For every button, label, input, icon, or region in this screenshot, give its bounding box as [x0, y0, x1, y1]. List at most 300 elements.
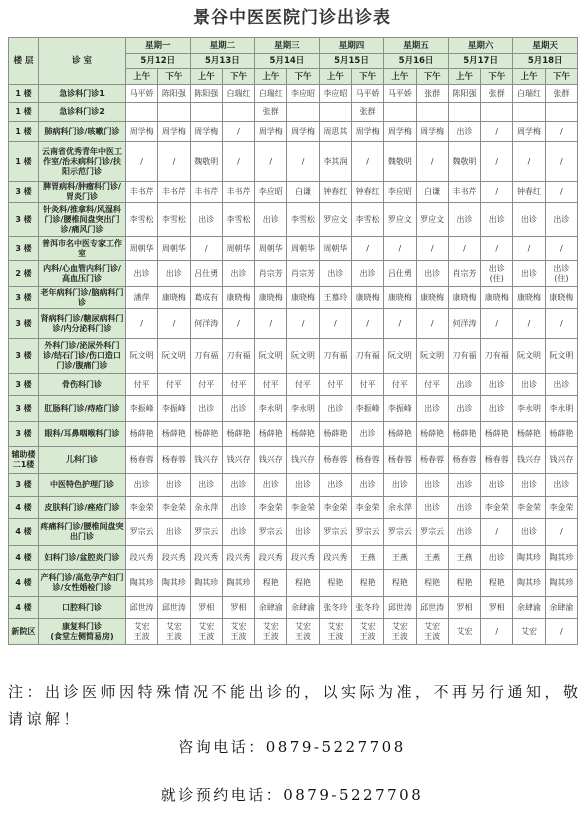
doctor-slot-cell: 钱兴存 — [513, 447, 545, 474]
floor-cell: 3 楼 — [9, 203, 39, 237]
doctor-slot-cell: / — [481, 237, 513, 261]
doctor-slot-cell: 李雪松 — [126, 203, 158, 237]
doctor-slot-cell: 邱世涛 — [126, 597, 158, 619]
doctor-slot-cell: 付平 — [416, 374, 448, 396]
doctor-slot-cell: 陶其珍 — [545, 570, 577, 597]
doctor-slot-cell: 杨春蓉 — [416, 447, 448, 474]
table-row — [9, 546, 578, 570]
doctor-slot-cell: 出诊 — [545, 203, 577, 237]
doctor-slot-cell: / — [416, 142, 448, 182]
doctor-slot-cell: 魏敬明 — [190, 142, 222, 182]
doctor-slot-cell: 罗宗云 — [126, 519, 158, 546]
doctor-slot-cell: 周学梅 — [158, 122, 190, 142]
doctor-slot-cell: 吕仕勇 — [384, 261, 416, 287]
doctor-slot-cell: 周学梅 — [351, 122, 383, 142]
floor-cell: 3 楼 — [9, 396, 39, 422]
doctor-slot-cell: 出诊 — [222, 396, 254, 422]
floor-cell: 3 楼 — [9, 287, 39, 309]
doctor-slot-cell: 出诊 — [448, 519, 480, 546]
doctor-slot-cell: 出诊 — [481, 203, 513, 237]
doctor-slot-cell: 艾宏 — [448, 619, 480, 645]
doctor-slot-cell: 杨薛艳 — [384, 422, 416, 447]
doctor-slot-cell: 康晓梅 — [287, 287, 319, 309]
pm-header: 下午 — [351, 69, 383, 85]
doctor-slot-cell — [416, 103, 448, 122]
doctor-slot-cell: 杨春蓉 — [319, 447, 351, 474]
doctor-slot-cell: 程艳 — [481, 570, 513, 597]
doctor-slot-cell: 出诊 — [319, 474, 351, 497]
doctor-slot-cell: 杨春蓉 — [126, 447, 158, 474]
table-row — [9, 103, 578, 122]
doctor-slot-cell: 李振峰 — [126, 396, 158, 422]
floor-cell: 3 楼 — [9, 339, 39, 374]
doctor-slot-cell: 马平娇 — [126, 85, 158, 103]
floor-cell: 1 楼 — [9, 85, 39, 103]
doctor-slot-cell: 杨薛艳 — [448, 422, 480, 447]
doctor-slot-cell: 出诊 — [351, 474, 383, 497]
doctor-slot-cell: 刀有福 — [190, 339, 222, 374]
doctor-slot-cell: 周学梅 — [126, 122, 158, 142]
day-header: 星期天 — [513, 38, 578, 54]
doctor-slot-cell: 段兴秀 — [255, 546, 287, 570]
doctor-slot-cell: 出诊 — [190, 203, 222, 237]
room-header: 诊 室 — [39, 38, 126, 85]
table-row — [9, 422, 578, 447]
date-header: 5月12日 — [126, 54, 191, 69]
doctor-slot-cell: 周学梅 — [255, 122, 287, 142]
doctor-slot-cell: / — [158, 142, 190, 182]
doctor-slot-cell: 周朝华 — [255, 237, 287, 261]
doctor-slot-cell: 肖宗芳 — [255, 261, 287, 287]
doctor-slot-cell: 出诊 — [351, 261, 383, 287]
doctor-slot-cell: 康晓梅 — [384, 287, 416, 309]
schedule-body — [9, 85, 578, 645]
clinic-room-cell: 口腔科门诊 — [39, 597, 126, 619]
doctor-slot-cell: 肖宗芳 — [448, 261, 480, 287]
doctor-slot-cell: 杨春蓉 — [158, 447, 190, 474]
doctor-slot-cell — [319, 103, 351, 122]
doctor-slot-cell: 李应昭 — [319, 85, 351, 103]
doctor-slot-cell: / — [255, 309, 287, 339]
doctor-slot-cell: / — [222, 142, 254, 182]
day-header: 星期五 — [384, 38, 449, 54]
doctor-slot-cell: 李金荣 — [126, 497, 158, 519]
date-header: 5月15日 — [319, 54, 384, 69]
doctor-slot-cell: / — [351, 237, 383, 261]
doctor-slot-cell: 杨春蓉 — [481, 447, 513, 474]
doctor-slot-cell: 出诊 — [158, 474, 190, 497]
pm-header: 下午 — [222, 69, 254, 85]
doctor-slot-cell: 付平 — [319, 374, 351, 396]
table-row — [9, 570, 578, 597]
floor-cell: 4 楼 — [9, 597, 39, 619]
day-header: 星期三 — [255, 38, 320, 54]
table-row — [9, 122, 578, 142]
doctor-slot-cell: 周学梅 — [190, 122, 222, 142]
doctor-slot-cell: 艾宏 王波 — [255, 619, 287, 645]
table-row — [9, 396, 578, 422]
doctor-slot-cell: 邱世涛 — [158, 597, 190, 619]
doctor-slot-cell: 付平 — [255, 374, 287, 396]
floor-cell: 2 楼 — [9, 261, 39, 287]
clinic-room-cell: 针灸科/推拿科/风湿科门诊/腰椎间盘突出门诊/痛风门诊 — [39, 203, 126, 237]
page-title: 景谷中医医院门诊出诊表 — [193, 8, 391, 28]
doctor-slot-cell: 杨薛艳 — [287, 422, 319, 447]
schedule-header — [9, 38, 578, 85]
doctor-slot-cell: / — [287, 142, 319, 182]
doctor-slot-cell: 阮文明 — [416, 339, 448, 374]
schedule-table — [8, 37, 578, 645]
am-header: 上午 — [448, 69, 480, 85]
doctor-slot-cell: 出诊 — [448, 474, 480, 497]
doctor-slot-cell: 王慕玲 — [319, 287, 351, 309]
doctor-slot-cell: / — [255, 142, 287, 182]
table-row — [9, 519, 578, 546]
doctor-slot-cell: 出诊 (住) — [545, 261, 577, 287]
doctor-slot-cell: 阮文明 — [255, 339, 287, 374]
doctor-slot-cell: 钟春红 — [319, 182, 351, 203]
clinic-room-cell: 儿科门诊 — [39, 447, 126, 474]
table-row — [9, 497, 578, 519]
doctor-slot-cell: 李振峰 — [384, 396, 416, 422]
doctor-slot-cell: 杨薛艳 — [222, 422, 254, 447]
doctor-slot-cell: / — [384, 309, 416, 339]
doctor-slot-cell: 陈阳强 — [448, 85, 480, 103]
doctor-slot-cell: 陈阳强 — [158, 85, 190, 103]
doctor-slot-cell: 丰书芹 — [158, 182, 190, 203]
doctor-slot-cell: 付平 — [222, 374, 254, 396]
doctor-slot-cell: / — [545, 182, 577, 203]
doctor-slot-cell: 周朝华 — [158, 237, 190, 261]
doctor-slot-cell: 程艳 — [448, 570, 480, 597]
date-header: 5月18日 — [513, 54, 578, 69]
doctor-slot-cell: 康晓梅 — [448, 287, 480, 309]
doctor-slot-cell: 阮文明 — [287, 339, 319, 374]
doctor-slot-cell: 出诊 — [190, 396, 222, 422]
doctor-slot-cell: / — [545, 142, 577, 182]
doctor-slot-cell: 罗宗云 — [319, 519, 351, 546]
floor-cell: 1 楼 — [9, 103, 39, 122]
doctor-slot-cell — [448, 103, 480, 122]
doctor-slot-cell: 李金荣 — [255, 497, 287, 519]
doctor-slot-cell: 李应昭 — [384, 182, 416, 203]
doctor-slot-cell: 出诊 — [222, 261, 254, 287]
doctor-slot-cell: 杨薛艳 — [481, 422, 513, 447]
doctor-slot-cell: 丰书芹 — [190, 182, 222, 203]
pm-header: 下午 — [416, 69, 448, 85]
doctor-slot-cell: 马平娇 — [384, 85, 416, 103]
doctor-slot-cell: 康晓梅 — [545, 287, 577, 309]
pm-header: 下午 — [287, 69, 319, 85]
doctor-slot-cell: 李雪松 — [351, 203, 383, 237]
doctor-slot-cell: 邱世涛 — [384, 597, 416, 619]
doctor-slot-cell — [190, 103, 222, 122]
doctor-slot-cell: 康晓梅 — [222, 287, 254, 309]
doctor-slot-cell: 白瑞红 — [255, 85, 287, 103]
floor-cell: 3 楼 — [9, 374, 39, 396]
doctor-slot-cell: / — [481, 122, 513, 142]
doctor-slot-cell: 周朝华 — [319, 237, 351, 261]
doctor-slot-cell: 艾宏 王波 — [384, 619, 416, 645]
doctor-slot-cell: / — [448, 237, 480, 261]
doctor-slot-cell: 付平 — [158, 374, 190, 396]
doctor-slot-cell: 罗相 — [190, 597, 222, 619]
doctor-slot-cell: 李雪松 — [287, 203, 319, 237]
doctor-slot-cell: 出诊 — [513, 203, 545, 237]
doctor-slot-cell: 马平娇 — [351, 85, 383, 103]
doctor-slot-cell: 余肆渝 — [545, 597, 577, 619]
clinic-room-cell: 内科/心血管内科门诊/高血压门诊 — [39, 261, 126, 287]
doctor-slot-cell: 段兴秀 — [158, 546, 190, 570]
doctor-slot-cell: 付平 — [351, 374, 383, 396]
clinic-room-cell: 骨伤科门诊 — [39, 374, 126, 396]
consult-phone: 咨询电话：0879-5227708 — [178, 738, 406, 756]
doctor-slot-cell: 魏敬明 — [448, 142, 480, 182]
doctor-slot-cell: / — [481, 309, 513, 339]
floor-cell: 3 楼 — [9, 422, 39, 447]
doctor-slot-cell: / — [222, 309, 254, 339]
doctor-slot-cell: 出诊 — [448, 122, 480, 142]
doctor-slot-cell: 出诊 — [481, 474, 513, 497]
doctor-slot-cell: / — [545, 519, 577, 546]
doctor-slot-cell: 王燕 — [416, 546, 448, 570]
floor-cell: 1 楼 — [9, 142, 39, 182]
doctor-slot-cell: 出诊 — [158, 519, 190, 546]
doctor-slot-cell: / — [158, 309, 190, 339]
doctor-slot-cell: 张群 — [481, 85, 513, 103]
doctor-slot-cell: 钱兴存 — [287, 447, 319, 474]
day-header: 星期一 — [126, 38, 191, 54]
clinic-room-cell: 疼痛科门诊/腰椎间盘突出门诊 — [39, 519, 126, 546]
table-row — [9, 619, 578, 645]
doctor-slot-cell: / — [481, 619, 513, 645]
doctor-slot-cell: 程艳 — [255, 570, 287, 597]
doctor-slot-cell: 出诊 — [319, 396, 351, 422]
table-row — [9, 339, 578, 374]
doctor-slot-cell: 钱兴存 — [190, 447, 222, 474]
doctor-slot-cell: 段兴秀 — [126, 546, 158, 570]
clinic-room-cell: 肺病科门诊/咳嗽门诊 — [39, 122, 126, 142]
doctor-slot-cell: 罗相 — [481, 597, 513, 619]
doctor-slot-cell: 陶其珍 — [513, 570, 545, 597]
floor-cell: 4 楼 — [9, 570, 39, 597]
floor-cell: 4 楼 — [9, 497, 39, 519]
floor-cell: 3 楼 — [9, 474, 39, 497]
doctor-slot-cell: 程艳 — [319, 570, 351, 597]
doctor-slot-cell: 罗相 — [448, 597, 480, 619]
day-header: 星期四 — [319, 38, 384, 54]
doctor-slot-cell: / — [513, 142, 545, 182]
doctor-slot-cell: 张群 — [351, 103, 383, 122]
doctor-slot-cell: 陶其珍 — [545, 546, 577, 570]
doctor-slot-cell: 张冬玲 — [351, 597, 383, 619]
doctor-slot-cell: 阮文明 — [545, 339, 577, 374]
notice-text: 注：出诊医师因特殊情况不能出诊的，以实际为准，不再另行通知，敬请谅解！ — [8, 683, 582, 728]
doctor-slot-cell: 艾宏 王波 — [287, 619, 319, 645]
doctor-slot-cell: 李永明 — [255, 396, 287, 422]
doctor-slot-cell: 魏敬明 — [384, 142, 416, 182]
doctor-slot-cell — [513, 103, 545, 122]
doctor-slot-cell: 出诊 — [448, 497, 480, 519]
floor-cell: 4 楼 — [9, 519, 39, 546]
doctor-slot-cell: / — [126, 309, 158, 339]
doctor-slot-cell: / — [416, 237, 448, 261]
doctor-slot-cell: 付平 — [190, 374, 222, 396]
doctor-slot-cell: 吕仕勇 — [190, 261, 222, 287]
doctor-slot-cell: 余肆渝 — [287, 597, 319, 619]
doctor-slot-cell: 杨薛艳 — [416, 422, 448, 447]
doctor-slot-cell: 陶其珍 — [513, 546, 545, 570]
doctor-slot-cell: / — [545, 309, 577, 339]
doctor-slot-cell: / — [545, 122, 577, 142]
doctor-slot-cell: 杨薛艳 — [158, 422, 190, 447]
clinic-room-cell: 肾病科门诊/糖尿病科门诊/内分泌科门诊 — [39, 309, 126, 339]
doctor-slot-cell: 潘萍 — [126, 287, 158, 309]
doctor-slot-cell: 李金荣 — [545, 497, 577, 519]
doctor-slot-cell: 陈阳强 — [190, 85, 222, 103]
doctor-slot-cell: 陶其珍 — [158, 570, 190, 597]
doctor-slot-cell: 出诊 — [222, 474, 254, 497]
doctor-slot-cell: / — [513, 309, 545, 339]
doctor-slot-cell: 罗应文 — [384, 203, 416, 237]
doctor-slot-cell: 钟春红 — [351, 182, 383, 203]
doctor-slot-cell: 阮文明 — [513, 339, 545, 374]
doctor-slot-cell: 李雪松 — [158, 203, 190, 237]
doctor-slot-cell: 出诊 — [126, 261, 158, 287]
doctor-slot-cell: / — [126, 142, 158, 182]
doctor-slot-cell: 康晓梅 — [416, 287, 448, 309]
clinic-room-cell: 皮肤科门诊/痤疮门诊 — [39, 497, 126, 519]
floor-cell: 3 楼 — [9, 237, 39, 261]
header-row-days — [9, 38, 578, 54]
doctor-slot-cell: 钱兴存 — [222, 447, 254, 474]
am-header: 上午 — [319, 69, 351, 85]
doctor-slot-cell: 陶其珍 — [222, 570, 254, 597]
doctor-slot-cell: 艾宏 王波 — [158, 619, 190, 645]
doctor-slot-cell: 钟春红 — [513, 182, 545, 203]
doctor-slot-cell: 阮文明 — [384, 339, 416, 374]
doctor-slot-cell: 出诊 — [416, 474, 448, 497]
clinic-room-cell: 外科门诊/泌尿外科门诊/结石门诊/伤口造口门诊/腹痛门诊 — [39, 339, 126, 374]
doctor-slot-cell: 周学梅 — [287, 122, 319, 142]
floor-cell: 4 楼 — [9, 546, 39, 570]
doctor-slot-cell — [126, 103, 158, 122]
doctor-slot-cell: 艾宏 王波 — [190, 619, 222, 645]
doctor-slot-cell: 出诊 — [222, 497, 254, 519]
doctor-slot-cell: 李金荣 — [158, 497, 190, 519]
doctor-slot-cell: 李金荣 — [513, 497, 545, 519]
doctor-slot-cell: 刀有福 — [481, 339, 513, 374]
table-row — [9, 374, 578, 396]
doctor-slot-cell: 刀有福 — [351, 339, 383, 374]
doctor-slot-cell: / — [545, 237, 577, 261]
doctor-slot-cell: 白瑞红 — [513, 85, 545, 103]
doctor-slot-cell: 李雪松 — [222, 203, 254, 237]
am-header: 上午 — [255, 69, 287, 85]
table-row — [9, 447, 578, 474]
doctor-slot-cell: 付平 — [126, 374, 158, 396]
doctor-slot-cell: 程艳 — [351, 570, 383, 597]
doctor-slot-cell: 康晓梅 — [255, 287, 287, 309]
doctor-slot-cell: 李永明 — [545, 396, 577, 422]
doctor-slot-cell: 阮文明 — [126, 339, 158, 374]
doctor-slot-cell: 罗宗云 — [255, 519, 287, 546]
date-header: 5月16日 — [384, 54, 449, 69]
doctor-slot-cell: / — [222, 122, 254, 142]
doctor-slot-cell: 白谦 — [287, 182, 319, 203]
doctor-slot-cell: 杨薛艳 — [190, 422, 222, 447]
floor-cell: 辅助楼二1楼 — [9, 447, 39, 474]
day-header: 星期二 — [190, 38, 255, 54]
floor-cell: 3 楼 — [9, 309, 39, 339]
doctor-slot-cell: 李振峰 — [351, 396, 383, 422]
pm-header: 下午 — [545, 69, 577, 85]
doctor-slot-cell: 周思其 — [319, 122, 351, 142]
am-header: 上午 — [126, 69, 158, 85]
doctor-slot-cell: 周学梅 — [384, 122, 416, 142]
doctor-slot-cell: 付平 — [384, 374, 416, 396]
am-header: 上午 — [513, 69, 545, 85]
doctor-slot-cell: 杨薛艳 — [545, 422, 577, 447]
doctor-slot-cell: 周朝华 — [287, 237, 319, 261]
doctor-slot-cell: 王燕 — [448, 546, 480, 570]
table-row — [9, 142, 578, 182]
doctor-slot-cell: 出诊 — [287, 474, 319, 497]
doctor-slot-cell: 李振峰 — [158, 396, 190, 422]
doctor-slot-cell: 段兴秀 — [222, 546, 254, 570]
doctor-slot-cell: 出诊 — [222, 519, 254, 546]
doctor-slot-cell: 出诊 — [351, 422, 383, 447]
doctor-slot-cell: 康晓梅 — [513, 287, 545, 309]
pm-header: 下午 — [481, 69, 513, 85]
doctor-slot-cell: 程艳 — [416, 570, 448, 597]
doctor-slot-cell: 钱兴存 — [255, 447, 287, 474]
doctor-slot-cell: / — [287, 309, 319, 339]
doctor-slot-cell: 出诊 — [416, 497, 448, 519]
table-row — [9, 287, 578, 309]
doctor-slot-cell: 张群 — [255, 103, 287, 122]
day-header: 星期六 — [448, 38, 513, 54]
doctor-slot-cell: 杨薛艳 — [255, 422, 287, 447]
table-row — [9, 597, 578, 619]
doctor-slot-cell: 陶其珍 — [126, 570, 158, 597]
doctor-slot-cell: 出诊 — [126, 474, 158, 497]
doctor-slot-cell: / — [545, 619, 577, 645]
doctor-slot-cell: 何洋涛 — [448, 309, 480, 339]
floor-header: 楼 层 — [9, 38, 39, 85]
doctor-slot-cell: 张冬玲 — [319, 597, 351, 619]
doctor-slot-cell: 段兴秀 — [319, 546, 351, 570]
date-header: 5月13日 — [190, 54, 255, 69]
doctor-slot-cell: 出诊 — [481, 374, 513, 396]
clinic-room-cell: 产科门诊/高危孕产妇门诊/女性婚检门诊 — [39, 570, 126, 597]
clinic-room-cell: 妇科门诊/盆腔炎门诊 — [39, 546, 126, 570]
doctor-slot-cell: 付平 — [287, 374, 319, 396]
doctor-slot-cell: 余肆渝 — [255, 597, 287, 619]
doctor-slot-cell: / — [351, 309, 383, 339]
doctor-slot-cell: 李永明 — [513, 396, 545, 422]
doctor-slot-cell: 杨春蓉 — [351, 447, 383, 474]
doctor-slot-cell: / — [416, 309, 448, 339]
doctor-slot-cell: / — [481, 142, 513, 182]
table-row — [9, 85, 578, 103]
doctor-slot-cell: / — [513, 237, 545, 261]
doctor-slot-cell: 张群 — [545, 85, 577, 103]
booking-phone: 就诊预约电话：0879-5227708 — [160, 786, 424, 804]
doctor-slot-cell: 康晓梅 — [158, 287, 190, 309]
doctor-slot-cell: 出诊 — [319, 261, 351, 287]
doctor-slot-cell: 艾宏 王波 — [416, 619, 448, 645]
